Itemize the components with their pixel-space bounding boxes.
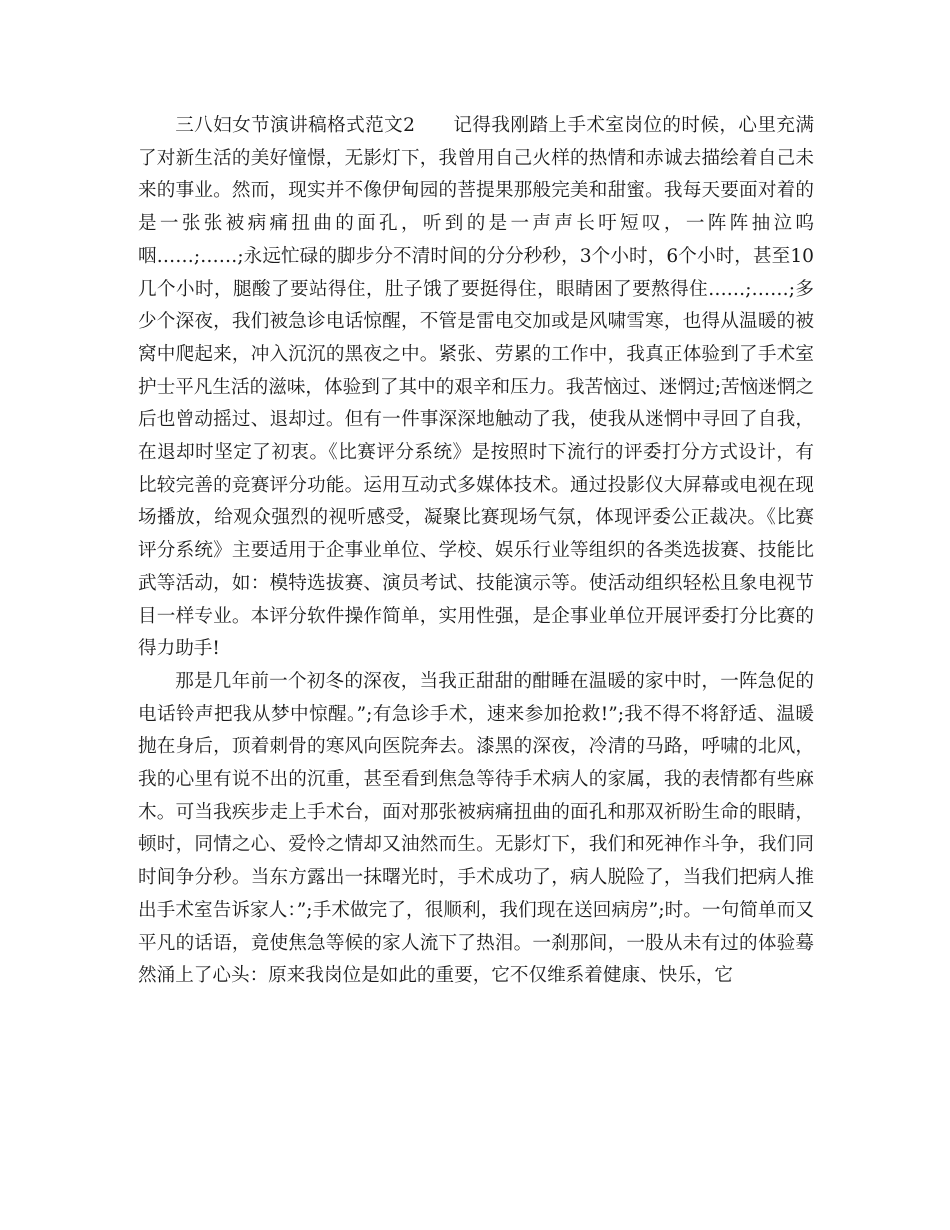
paragraph-1: 三八妇女节演讲稿格式范文2 记得我刚踏上手术室岗位的时候，心里充满了对新生活的美好憧憬，无影灯下，我曾用自己火样的热情和赤诚去描绘着自己未来的事业。然而，现实并不像伊甸园的菩提果那般完美和甜蜜。我每天要面对着的是一张张被病痛扭曲的面孔，听到的是一声声长吁短叹，一阵阵抽泣呜咽……;……;永远忙碌的脚步分不清时间的分分秒秒，3个小时，6个小时，甚至10几个小时，腿酸了要站得住，肚子饿了要挺得住，眼睛困了要熬得住……;……;多少个深夜，我们被急诊电话惊醒，不管是雷电交加或是风啸雪寒，也得从温暖的被窝中爬起来，冲入沉沉的黑夜之中。紧张、劳累的工作中，我真正体验到了手术室护士平凡生活的滋味，体验到了其中的艰辛和压力。我苦恼过、迷惘过;苦恼迷惘之后也曾动摇过、退却过。但有一件事深深地触动了我，使我从迷惘中寻回了自我，在退却时坚定了初衷。《比赛评分系统》是按照时下流行的评委打分方式设计，有比较完善的竞赛评分功能。运用互动式多媒体技术。通过投影仪大屏幕或电视在现场播放，给观众强烈的视听感受，凝聚比赛现场气氛，体现评委公正裁决。《比赛评分系统》主要适用于企事业单位、学校、娱乐行业等组织的各类选拔赛、技能比武等活动，如：模特选拔赛、演员考试、技能演示等。使活动组织轻松且象电视节目一样专业。本评分软件操作简单，实用性强，是企事业单位开展评委打分比赛的得力助手! xyxy=(138,115,814,660)
paragraph-2: 那是几年前一个初冬的深夜，当我正甜甜的酣睡在温暖的家中时，一阵急促的电话铃声把我从梦中惊醒。”;有急诊手术，速来参加抢救!”;我不得不将舒适、温暖抛在身后，顶着刺骨的寒风向医院奔去。漆黑的深夜，冷清的马路，呼啸的北风，我的心里有说不出的沉重，甚至看到焦急等待手术病人的家属，我的表情都有些麻木。可当我疾步走上手术台，面对那张被病痛扭曲的面孔和那双祈盼生命的眼睛，顿时，同情之心、爱怜之情却又油然而生。无影灯下，我们和死神作斗争，我们同时间争分秒。当东方露出一抹曙光时，手术成功了，病人脱险了，当我们把病人推出手术室告诉家人：”;手术做完了，很顺利，我们现在送回病房”;时。一句简单而又平凡的话语，竟使焦急等候的家人流下了热泪。一刹那间，一股从未有过的体验蓦然涌上了心头：原来我岗位是如此的重要，它不仅维系着健康、快乐，它 xyxy=(138,670,814,987)
document-body xyxy=(138,110,814,993)
